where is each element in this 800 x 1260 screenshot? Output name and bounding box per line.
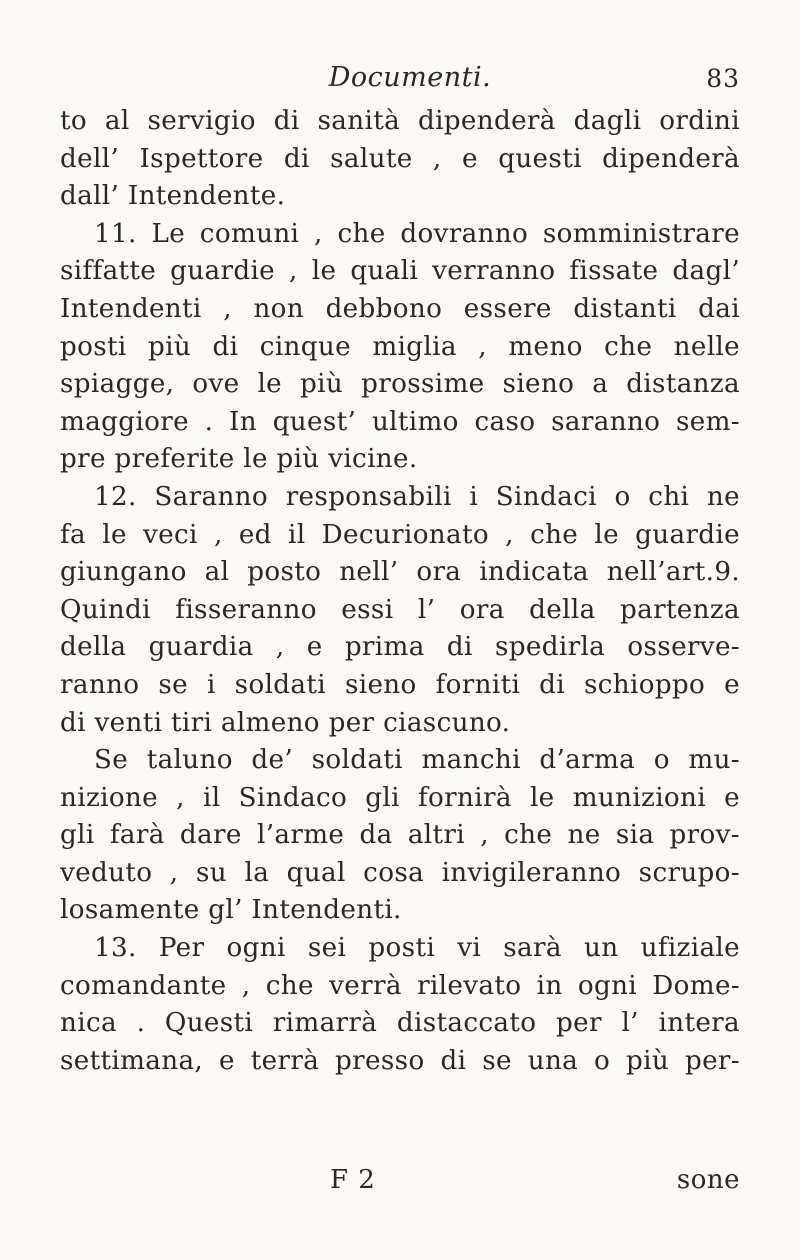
- body-text: [60, 103, 740, 1080]
- text-line: Quindi fisseranno essi l’ ora della partenza: [60, 594, 740, 625]
- catchword: sone: [676, 1165, 740, 1195]
- text-line: Intendenti , non debbono essere distanti dai: [60, 293, 740, 324]
- text-line: della guardia , e prima di spedirla osserve-: [60, 632, 740, 663]
- running-title: Documenti.: [328, 62, 492, 93]
- text-line: posti più di cinque miglia , meno che nelle: [60, 331, 740, 362]
- article-12-start: 12. Saranno responsabili i Sindaci o chi ne: [94, 481, 740, 512]
- page-footer: [60, 1165, 740, 1205]
- article-13-start: 13. Per ogni sei posti vi sarà un ufiziale: [94, 933, 740, 964]
- text-line: settimana, e terrà presso di se una o più per-: [60, 1045, 740, 1076]
- text-line: pre preferite le più vicine.: [60, 444, 418, 475]
- text-line: gli farà dare l’arme da altri , che ne sia prov-: [60, 820, 740, 851]
- text-line: dall’ Intendente.: [60, 181, 286, 212]
- text-line: nica . Questi rimarrà distaccato per l’ intera: [60, 1008, 740, 1039]
- text-line: giungano al posto nell’ ora indicata nell’art.9.: [60, 557, 740, 588]
- signature-mark: F 2: [330, 1165, 376, 1195]
- paragraph-start: Se taluno de’ soldati manchi d’arma o mu-: [94, 745, 740, 776]
- text-line: nizione , il Sindaco gli fornirà le munizioni e: [60, 782, 740, 813]
- text-line: to al servigio di sanità dipenderà dagli ordini: [60, 106, 740, 136]
- text-line: comandante , che verrà rilevato in ogni Dome-: [60, 970, 740, 1001]
- text-line: di venti tiri almeno per ciascuno.: [60, 707, 511, 738]
- page-header: [80, 62, 740, 102]
- article-11-start: 11. Le comuni , che dovranno somministrare: [94, 218, 740, 249]
- text-line: losamente gl’ Intendenti.: [60, 895, 402, 926]
- text-line: maggiore . In quest’ ultimo caso saranno sem-: [60, 406, 740, 437]
- page-number: 83: [706, 64, 740, 93]
- text-line: spiagge, ove le più prossime sieno a distanza: [60, 369, 740, 400]
- text-line: fa le veci , ed il Decurionato , che le guardie: [60, 519, 740, 550]
- text-line: dell’ Ispettore di salute , e questi dipenderà: [60, 143, 740, 174]
- text-line: veduto , su la qual cosa invigileranno scrupo-: [60, 857, 740, 888]
- text-line: ranno se i soldati sieno forniti di schioppo e: [60, 669, 740, 700]
- text-line: siffatte guardie , le quali verranno fissate dagl’: [60, 256, 740, 287]
